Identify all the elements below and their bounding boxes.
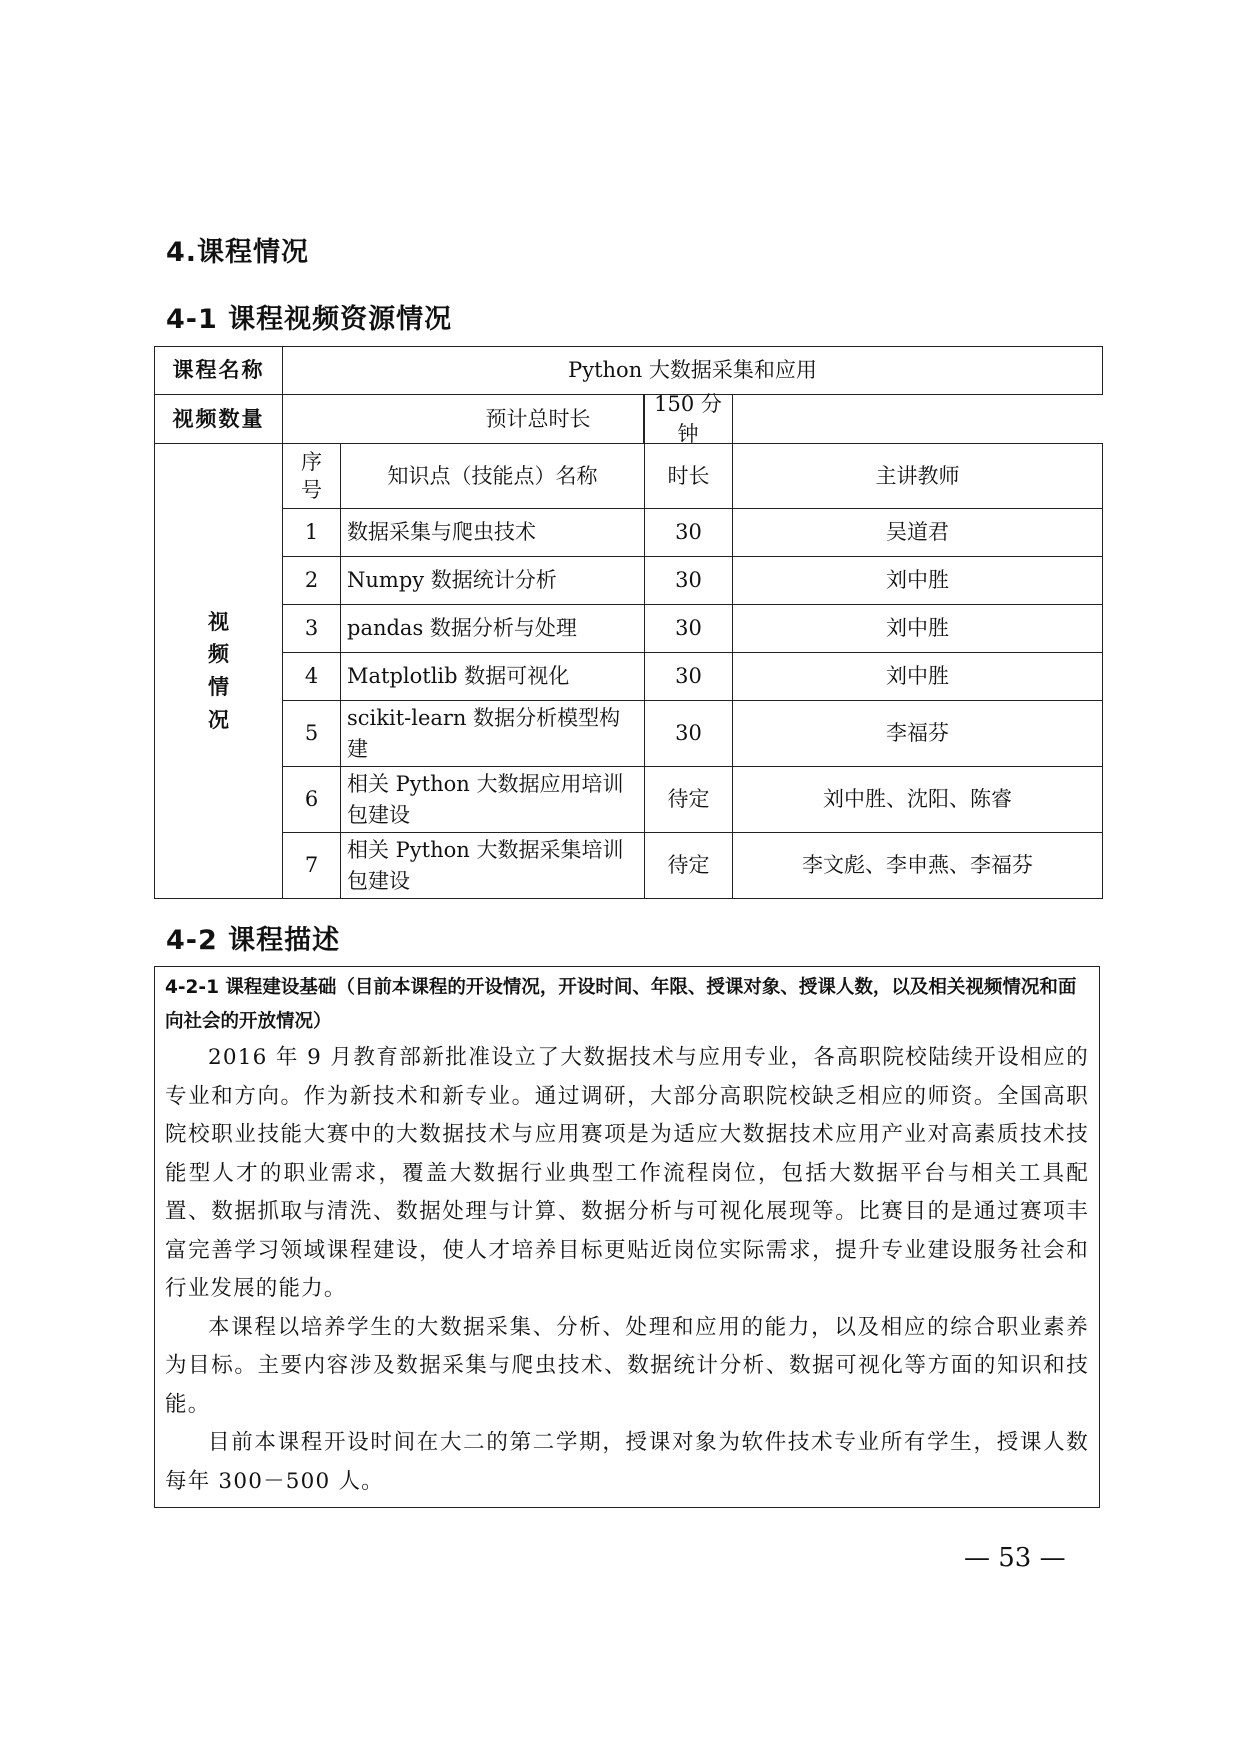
desc-paragraph: 目前本课程开设时间在大二的第二学期，授课对象为软件技术专业所有学生，授课人数每年 300－500 人。 — [165, 1430, 1089, 1494]
video-section-char: 视 — [208, 609, 229, 634]
table-row — [155, 653, 1103, 701]
header-seq-char: 序 — [301, 449, 322, 474]
row-teacher: 刘中胜 — [733, 557, 1103, 605]
total-duration-value: 150 分钟 — [654, 391, 722, 446]
video-count-row — [155, 395, 1103, 444]
total-duration-label: 预计总时长 — [433, 395, 644, 443]
row-seq: 3 — [283, 605, 341, 653]
row-topic: 相关 Python 大数据采集培训包建设 — [341, 833, 645, 899]
header-duration: 时长 — [645, 444, 733, 509]
table-row — [155, 701, 1103, 767]
total-duration-cell — [485, 391, 733, 446]
row-teacher: 刘中胜 — [733, 605, 1103, 653]
header-teacher: 主讲教师 — [733, 444, 1103, 509]
row-teacher: 李文彪、李申燕、李福芬 — [733, 833, 1103, 899]
row-duration: 30 — [645, 653, 733, 701]
row-seq: 4 — [283, 653, 341, 701]
header-seq — [283, 444, 341, 509]
row-topic: Numpy 数据统计分析 — [341, 557, 645, 605]
video-section-char: 情 — [208, 675, 229, 699]
row-duration: 待定 — [645, 833, 733, 899]
header-seq-char: 号 — [301, 478, 322, 502]
video-section-label — [155, 444, 283, 899]
table-row — [155, 767, 1103, 833]
desc-subtitle: 4-2-1 课程建设基础（目前本课程的开设情况，开设时间、年限、授课对象、授课人数，以及相关视频情况和面向社会的开放情况） — [165, 977, 1077, 1032]
row-duration: 30 — [645, 557, 733, 605]
video-header-row — [155, 444, 1103, 509]
row-teacher: 刘中胜 — [733, 653, 1103, 701]
row-topic: scikit-learn 数据分析模型构建 — [341, 701, 645, 767]
row-topic: 数据采集与爬虫技术 — [341, 509, 645, 557]
row-topic: 相关 Python 大数据应用培训包建设 — [341, 767, 645, 833]
row-seq: 1 — [283, 509, 341, 557]
desc-paragraph: 2016 年 9 月教育部新批准设立了大数据技术与应用专业，各高职院校陆续开设相应的专业和方向。作为新技术和新专业。通过调研，大部分高职院校缺乏相应的师资。全国高职院校职业技能大赛中的大数据技术与应用赛项是为适应大数据技术应用产业对高素质技术技能型人才的职业需求，覆盖大数据行业典型工作流程岗位，包括大数据平台与相关工具配置、数据抓取与清洗、数据处理与计算、数据分析与可视化展现等。比赛目的是通过赛项丰富完善学习领域课程建设，使人才培养目标更贴近岗位实际需求，提升专业建设服务社会和行业发展的能力。 — [165, 1045, 1089, 1301]
table-row — [155, 605, 1103, 653]
section-title: 4.课程情况 — [166, 237, 310, 268]
table-row — [155, 557, 1103, 605]
video-section-char: 频 — [208, 642, 229, 667]
row-teacher: 李福芬 — [733, 701, 1103, 767]
table-row — [155, 509, 1103, 557]
video-count-label: 视频数量 — [155, 395, 283, 444]
row-seq: 2 — [283, 557, 341, 605]
row-topic: Matplotlib 数据可视化 — [341, 653, 645, 701]
video-resource-table — [154, 346, 1103, 899]
row-teacher: 刘中胜、沈阳、陈睿 — [733, 767, 1103, 833]
course-name-label: 课程名称 — [155, 347, 283, 395]
header-topic: 知识点（技能点）名称 — [341, 444, 645, 509]
video-section-char: 况 — [208, 707, 229, 732]
row-seq: 5 — [283, 701, 341, 767]
page-number: — 53 — — [964, 1543, 1066, 1573]
row-seq: 6 — [283, 767, 341, 833]
subsection-video-title: 4-1 课程视频资源情况 — [166, 304, 453, 335]
row-duration: 30 — [645, 605, 733, 653]
row-duration: 待定 — [645, 767, 733, 833]
desc-paragraph: 本课程以培养学生的大数据采集、分析、处理和应用的能力，以及相应的综合职业素养为目标。主要内容涉及数据采集与爬虫技术、数据统计分析、数据可视化等方面的知识和技能。 — [165, 1314, 1089, 1417]
table-row — [155, 833, 1103, 899]
row-teacher: 吴道君 — [733, 509, 1103, 557]
subsection-desc-title: 4-2 课程描述 — [166, 925, 341, 956]
row-duration: 30 — [645, 509, 733, 557]
course-name-row — [155, 347, 1103, 395]
row-duration: 30 — [645, 701, 733, 767]
course-name-value: Python 大数据采集和应用 — [283, 347, 1103, 395]
course-description-box — [154, 966, 1100, 1508]
row-topic: pandas 数据分析与处理 — [341, 605, 645, 653]
row-seq: 7 — [283, 833, 341, 899]
